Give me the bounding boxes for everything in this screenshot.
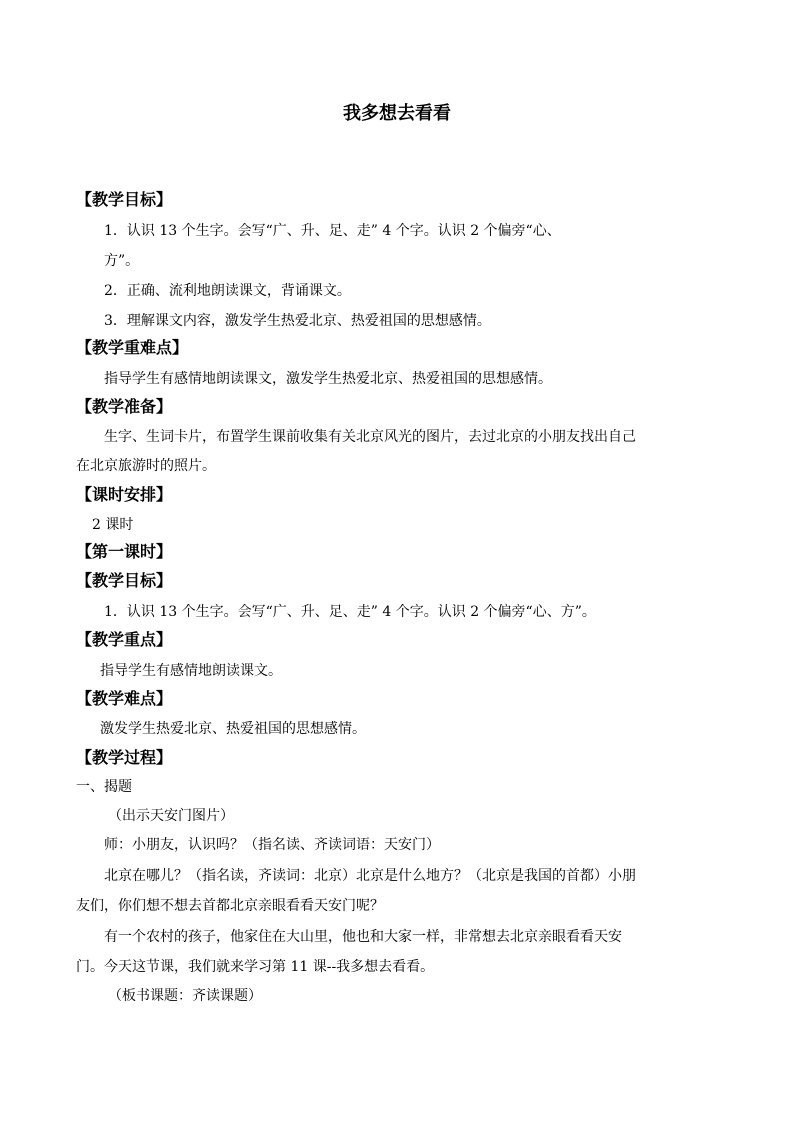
section-heading-teaching-goals-lesson1: 【教学目标】	[76, 571, 173, 590]
difficult-point-text: 激发学生热爱北京、热爱祖国的思想感情。	[100, 721, 366, 737]
process-paragraph: （出示天安门图片）	[108, 808, 234, 824]
goal-item-2: 2．正确、流利地朗读课文，背诵课文。	[104, 283, 351, 299]
section-heading-preparation: 【教学准备】	[76, 397, 173, 416]
process-paragraph: 北京在哪儿？（指名读，齐读词：北京）北京是什么地方？（北京是我国的首都）小朋	[104, 868, 636, 884]
section-heading-difficult-point: 【教学难点】	[76, 689, 173, 708]
preparation-text-continued: 在北京旅游时的照片。	[76, 458, 216, 474]
process-paragraph: 师：小朋友，认识吗？（指名读、齐读词语：天安门）	[104, 837, 440, 853]
key-point-text: 指导学生有感情地朗读课文。	[100, 663, 282, 679]
key-difficult-points-text: 指导学生有感情地朗读课文，激发学生热爱北京、热爱祖国的思想感情。	[104, 371, 552, 387]
section-heading-teaching-process: 【教学过程】	[76, 748, 173, 767]
process-paragraph-continued: 友们，你们想不想去首都北京亲眼看看天安门呢？	[76, 898, 384, 914]
schedule-text: 2 课时	[92, 517, 134, 533]
section-heading-teaching-goals: 【教学目标】	[76, 190, 173, 209]
goal-item-1: 1．认识 13 个生字。会写“广、升、足、走” 4 个字。认识 2 个偏旁“心、	[104, 223, 561, 239]
process-paragraph-continued: 门。今天这节课，我们就来学习第 11 课--我多想去看看。	[76, 959, 435, 975]
lesson1-goal-item-1: 1．认识 13 个生字。会写“广、升、足、走” 4 个字。认识 2 个偏旁“心、方”。	[104, 604, 596, 620]
process-paragraph: （板书课题：齐读课题）	[108, 988, 262, 1004]
goal-item-1-continued: 方”。	[104, 253, 140, 269]
process-step-1: 一、揭题	[76, 779, 132, 795]
section-heading-key-point: 【教学重点】	[76, 630, 173, 649]
section-heading-schedule: 【课时安排】	[76, 485, 173, 504]
preparation-text: 生字、生词卡片，布置学生课前收集有关北京风光的图片，去过北京的小朋友找出自己	[104, 429, 636, 445]
section-heading-first-lesson: 【第一课时】	[76, 542, 173, 561]
page-title: 我多想去看看	[343, 103, 451, 124]
section-heading-key-difficult-points: 【教学重难点】	[76, 338, 189, 357]
goal-item-3: 3．理解课文内容，激发学生热爱北京、热爱祖国的思想感情。	[104, 313, 491, 329]
process-paragraph: 有一个农村的孩子，他家住在大山里，他也和大家一样，非常想去北京亲眼看看天安	[104, 929, 622, 945]
